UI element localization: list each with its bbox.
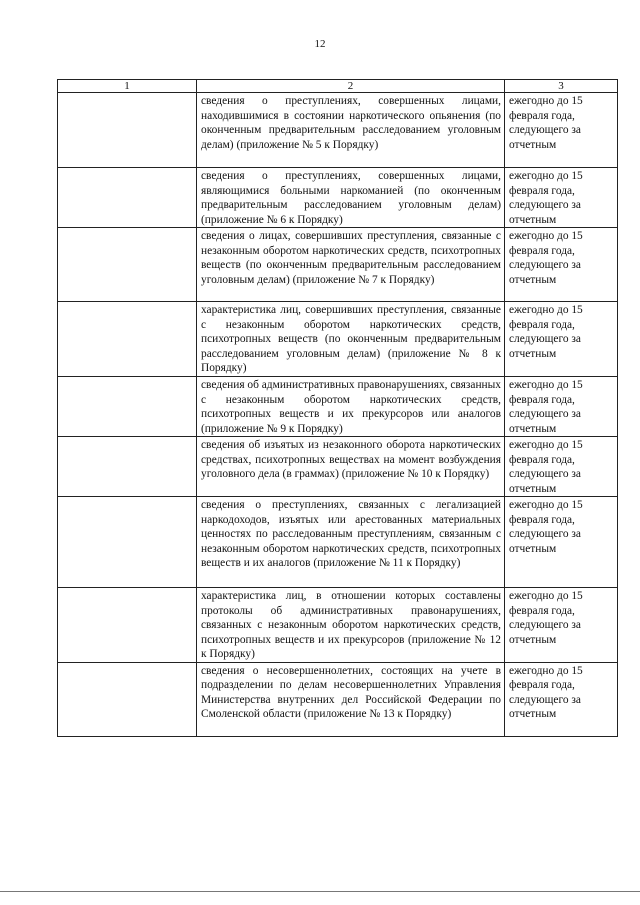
table-header-row <box>58 80 618 93</box>
table-row <box>58 662 618 736</box>
table-row <box>58 377 618 437</box>
row-col1-cell <box>58 437 197 497</box>
table-row <box>58 168 618 228</box>
row-col1-cell <box>58 228 197 302</box>
row-col1-cell <box>58 588 197 663</box>
row-col1-cell <box>58 168 197 228</box>
page-bottom-rule <box>0 891 640 892</box>
row-description-cell: сведения об административных правонарушениях, связанных с незаконным оборотом наркотических средств, психотропных веществ и их прекурсоров или аналогов (приложение № 9 к Порядку) <box>197 377 505 437</box>
row-deadline-cell: ежегодно до 15 февраля года, следующего за отчетным <box>505 377 618 437</box>
row-description-cell: сведения о преступлениях, совершенных лицами, являющимися больными наркоманией (по оконченным предварительным расследованием уголовным делам) (приложение № 6 к Порядку) <box>197 168 505 228</box>
column-header-1: 1 <box>58 80 197 93</box>
row-deadline-cell: ежегодно до 15 февраля года, следующего за отчетным <box>505 168 618 228</box>
page-number: 12 <box>314 38 326 50</box>
row-col1-cell <box>58 93 197 168</box>
row-deadline-cell: ежегодно до 15 февраля года, следующего за отчетным <box>505 437 618 497</box>
row-description-cell: сведения о преступлениях, совершенных лицами, находившимися в состоянии наркотического опьянения (по оконченным предварительным расследованием уголовным делам) (приложение № 5 к Порядку) <box>197 93 505 168</box>
row-deadline-cell: ежегодно до 15 февраля года, следующего за отчетным <box>505 228 618 302</box>
report-table <box>57 79 618 737</box>
row-description-cell: сведения о лицах, совершивших преступления, связанные с незаконным оборотом наркотических средств, психотропных веществ (по оконченным предварительным расследованием уголовным делам) (приложение № 7 к Порядку) <box>197 228 505 302</box>
row-deadline-cell: ежегодно до 15 февраля года, следующего за отчетным <box>505 93 618 168</box>
row-col1-cell <box>58 497 197 588</box>
column-header-3: 3 <box>505 80 618 93</box>
table-row <box>58 497 618 588</box>
column-header-2: 2 <box>197 80 505 93</box>
table-row <box>58 437 618 497</box>
table-row <box>58 93 618 168</box>
row-description-cell: сведения об изъятых из незаконного оборота наркотических средствах, психотропных веществах на момент возбуждения уголовного дела (в граммах) (приложение № 10 к Порядку) <box>197 437 505 497</box>
row-deadline-cell: ежегодно до 15 февраля года, следующего за отчетным <box>505 662 618 736</box>
row-description-cell: характеристика лиц, в отношении которых составлены протоколы об административных правонарушениях, связанных с незаконным оборотом наркотических средств, психотропных веществ и их прекурсоров (приложение № 12 к Порядку) <box>197 588 505 663</box>
row-description-cell: характеристика лиц, совершивших преступления, связанные с незаконным оборотом наркотических средств, психотропных веществ (по оконченным предварительным расследованием уголовным делам) (приложение № 8 к Порядку) <box>197 302 505 377</box>
row-deadline-cell: ежегодно до 15 февраля года, следующего за отчетным <box>505 588 618 663</box>
row-col1-cell <box>58 302 197 377</box>
row-col1-cell <box>58 377 197 437</box>
table-row <box>58 228 618 302</box>
row-col1-cell <box>58 662 197 736</box>
table-row <box>58 302 618 377</box>
row-deadline-cell: ежегодно до 15 февраля года, следующего за отчетным <box>505 497 618 588</box>
table-row <box>58 588 618 663</box>
row-description-cell: сведения о преступлениях, связанных с легализацией наркодоходов, изъятых или арестованных материальных ценностях по расследованным преступлениям, связанным с незаконным оборотом наркотических средств, психотропных веществ и их аналогов (приложение № 11 к Порядку) <box>197 497 505 588</box>
row-deadline-cell: ежегодно до 15 февраля года, следующего за отчетным <box>505 302 618 377</box>
row-description-cell: сведения о несовершеннолетних, состоящих на учете в подразделении по делам несовершеннолетних Управления Министерства внутренних дел Российской Федерации по Смоленской области (приложение № 13 к Порядку) <box>197 662 505 736</box>
